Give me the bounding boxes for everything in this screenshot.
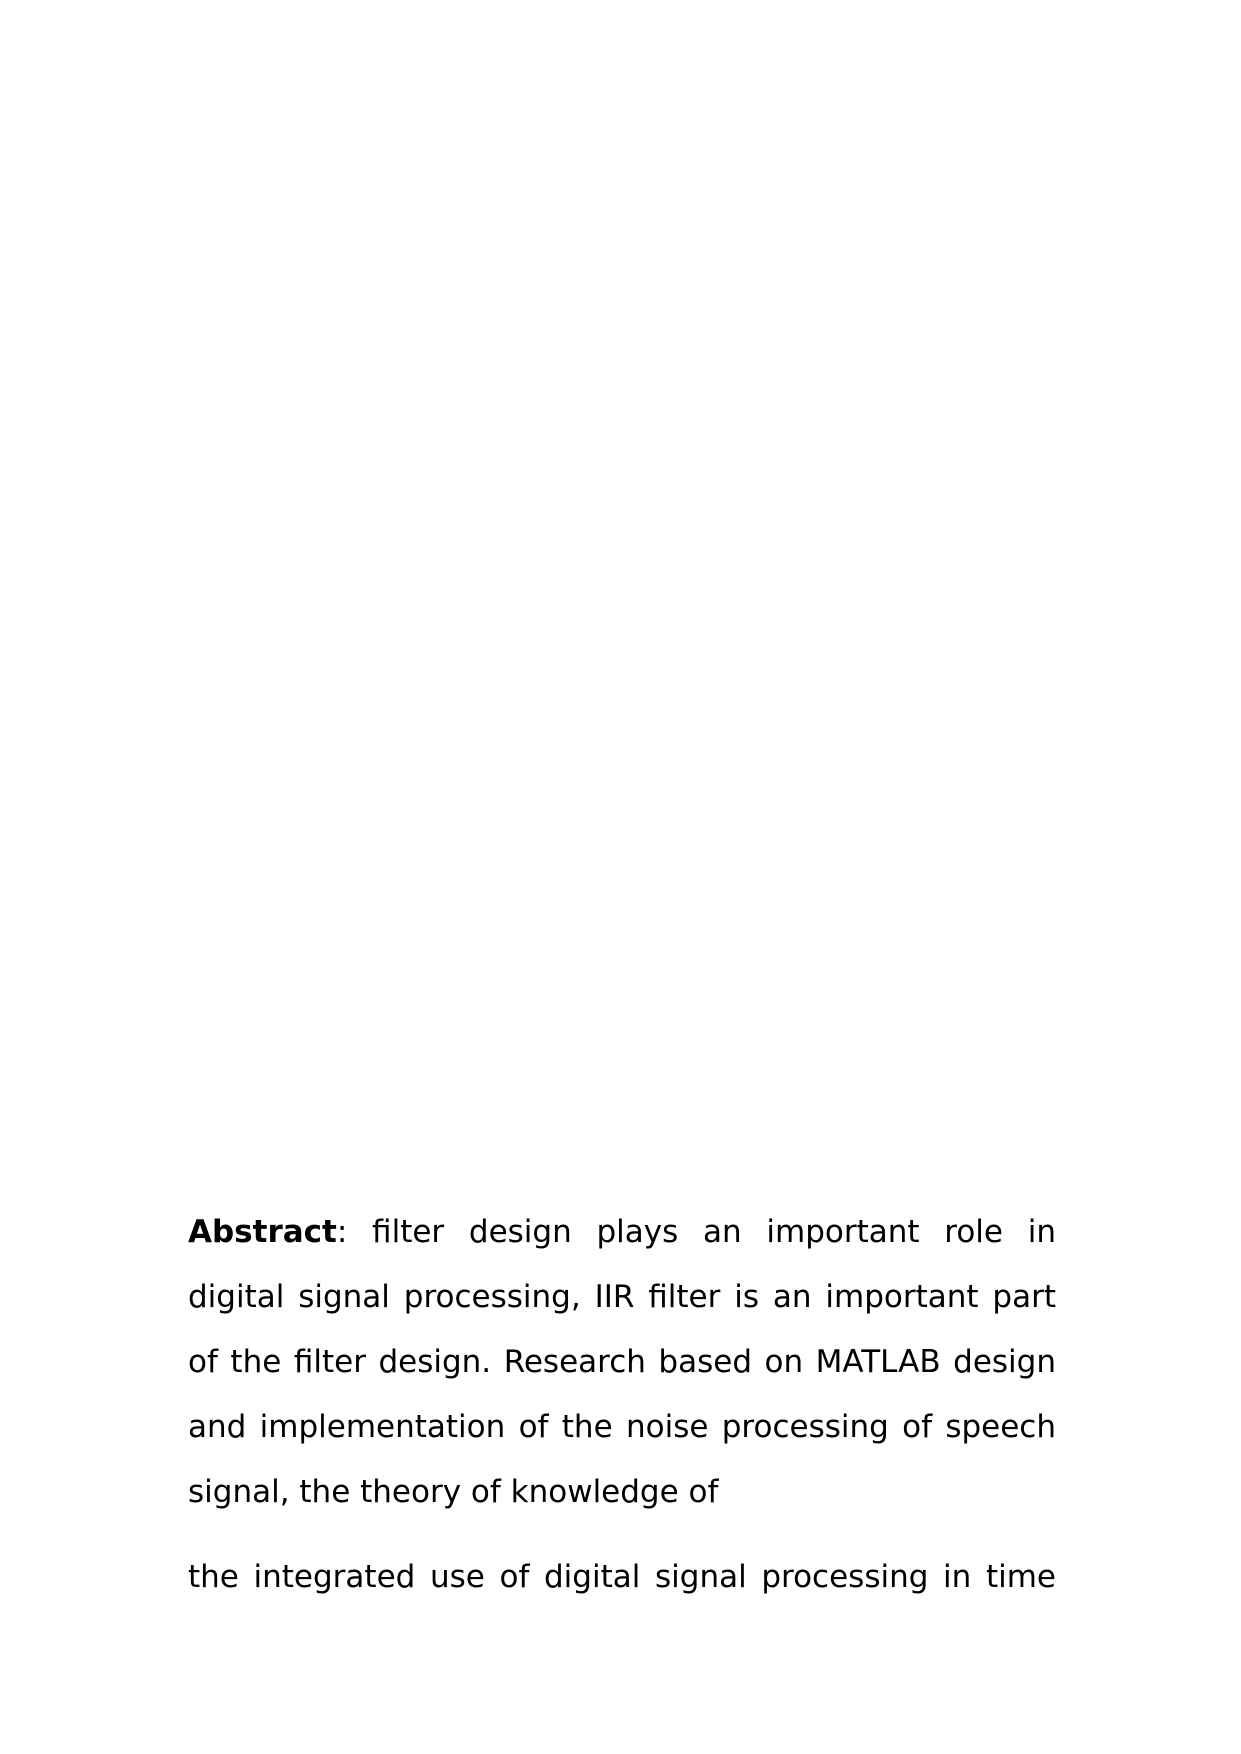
abstract-text: filter design plays an important role in digital signal processing, IIR filter is an important part of the filter design. Research based on MATLAB design and implementation of the noise processing of speech signal, the theory of knowledge of bbox=[188, 1214, 1056, 1510]
abstract-paragraph bbox=[188, 1200, 1056, 1525]
abstract-continuation: the integrated use of digital signal processing in time bbox=[188, 1559, 1056, 1595]
abstract-label: Abstract bbox=[188, 1214, 337, 1250]
abstract-separator: : bbox=[336, 1214, 348, 1250]
